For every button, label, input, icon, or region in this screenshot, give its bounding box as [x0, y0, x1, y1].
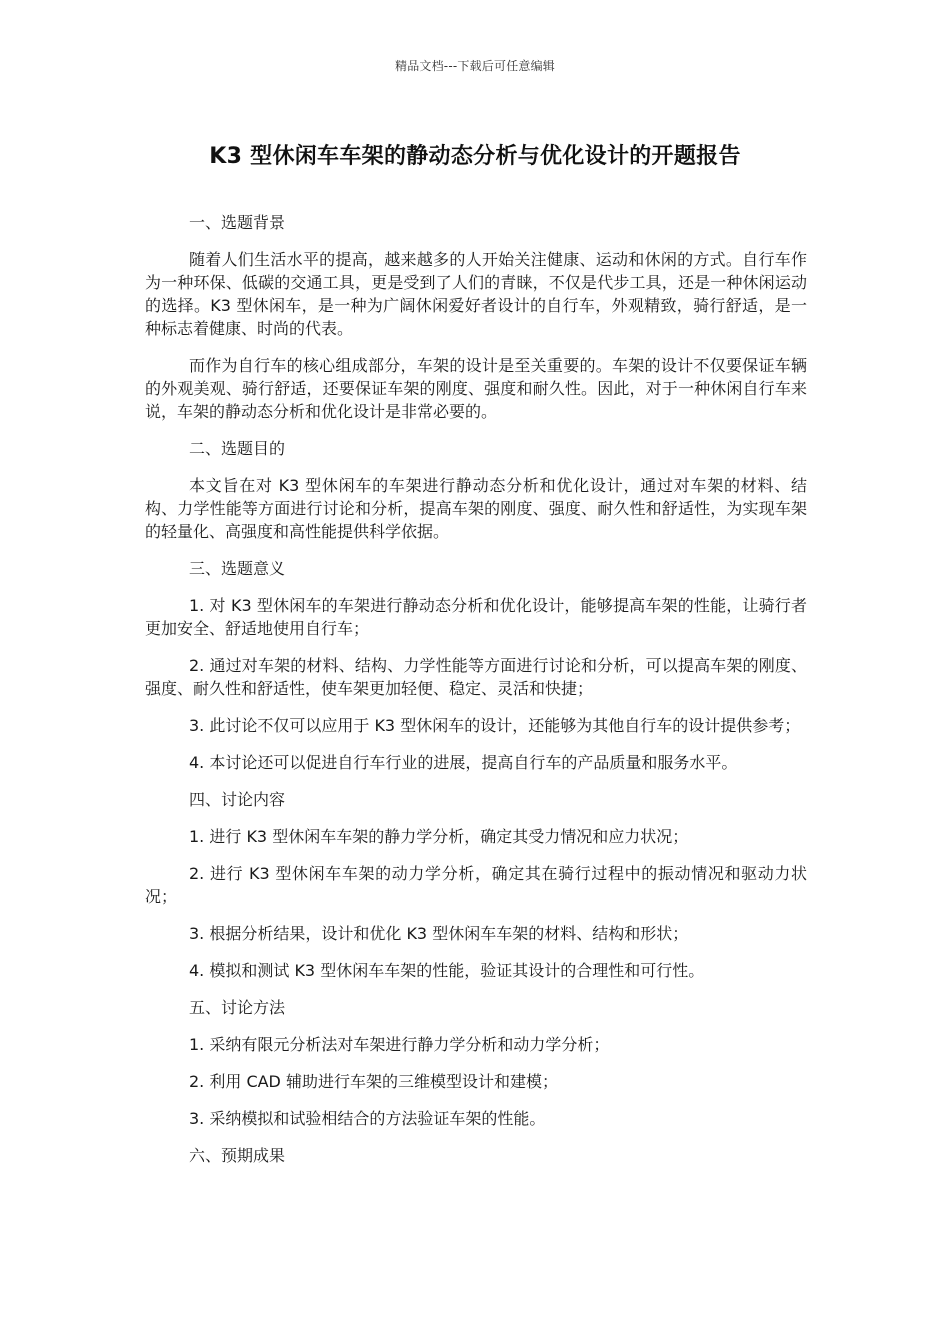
list-item: 2. 通过对车架的材料、结构、力学性能等方面进行讨论和分析，可以提高车架的刚度、强度、耐久性和舒适性，使车架更加轻便、稳定、灵活和快捷； [145, 656, 807, 698]
list-item: 3. 此讨论不仅可以应用于 K3 型休闲车的设计，还能够为其他自行车的设计提供参考； [189, 716, 801, 735]
section-heading: 三、选题意义 [189, 559, 286, 578]
list-item: 3. 采纳模拟和试验相结合的方法验证车架的性能。 [189, 1109, 546, 1128]
section-heading: 一、选题背景 [189, 213, 286, 232]
list-item: 1. 采纳有限元分析法对车架进行静力学分析和动力学分析； [189, 1035, 610, 1054]
section-heading: 五、讨论方法 [189, 998, 286, 1017]
list-item: 2. 利用 CAD 辅助进行车架的三维模型设计和建模； [189, 1072, 558, 1091]
document-title: K3 型休闲车车架的静动态分析与优化设计的开题报告 [209, 144, 741, 169]
list-item: 4. 模拟和测试 K3 型休闲车车架的性能，验证其设计的合理性和可行性。 [189, 961, 705, 980]
header-note: 精品文档---下载后可任意编辑 [395, 59, 555, 73]
list-item: 1. 进行 K3 型休闲车车架的静力学分析，确定其受力情况和应力状况； [189, 827, 689, 846]
list-item: 3. 根据分析结果，设计和优化 K3 型休闲车车架的材料、结构和形状； [189, 924, 689, 943]
list-item: 4. 本讨论还可以促进自行车行业的进展，提高自行车的产品质量和服务水平。 [189, 753, 738, 772]
paragraph: 而作为自行车的核心组成部分，车架的设计是至关重要的。车架的设计不仅要保证车辆的外观美观、骑行舒适，还要保证车架的刚度、强度和耐久性。因此，对于一种休闲自行车来说，车架的静动态分析和优化设计是非常必要的。 [145, 356, 807, 421]
list-item: 1. 对 K3 型休闲车的车架进行静动态分析和优化设计，能够提高车架的性能，让骑行者更加安全、舒适地使用自行车； [145, 596, 807, 638]
section-heading: 六、预期成果 [189, 1146, 286, 1165]
paragraph: 本文旨在对 K3 型休闲车的车架进行静动态分析和优化设计，通过对车架的材料、结构、力学性能等方面进行讨论和分析，提高车架的刚度、强度、耐久性和舒适性，为实现车架的轻量化、高强度和高性能提供科学依据。 [145, 476, 807, 541]
paragraph: 随着人们生活水平的提高，越来越多的人开始关注健康、运动和休闲的方式。自行车作为一种环保、低碳的交通工具，更是受到了人们的青睐，不仅是代步工具，还是一种休闲运动的选择。K3 型休闲车，是一种为广阔休闲爱好者设计的自行车，外观精致，骑行舒适，是一种标志着健康、时尚的代表。 [145, 250, 807, 338]
section-heading: 二、选题目的 [189, 439, 286, 458]
document-body [145, 211, 807, 1181]
list-item: 2. 进行 K3 型休闲车车架的动力学分析，确定其在骑行过程中的振动情况和驱动力状况； [145, 864, 807, 906]
section-heading: 四、讨论内容 [189, 790, 286, 809]
